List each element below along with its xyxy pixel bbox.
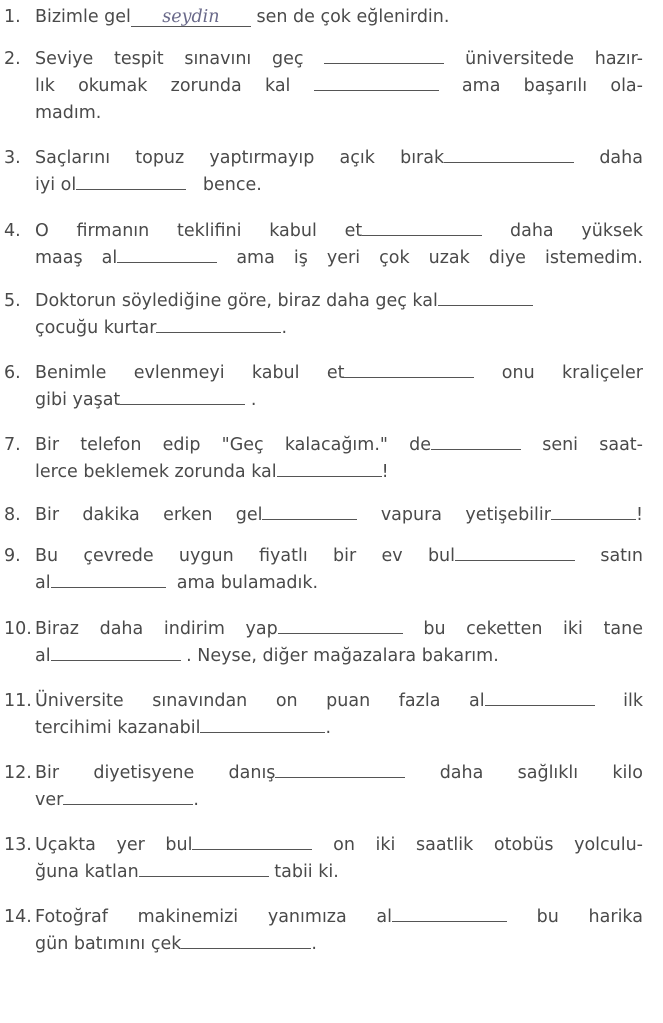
exercise-item-8 (4, 502, 643, 529)
answer-blank[interactable] (51, 643, 181, 661)
answer-blank[interactable] (324, 46, 444, 64)
item-number: 11. (4, 691, 32, 711)
answer-blank[interactable] (551, 502, 636, 520)
answer-blank[interactable] (63, 787, 193, 805)
sentence-text: Bu çevrede uygun fiyatlı bir ev bul (35, 546, 456, 566)
sentence-text: . (325, 718, 332, 738)
item-number: 7. (4, 435, 21, 455)
answer-blank[interactable] (51, 570, 166, 588)
sentence-text: ilk (623, 691, 643, 711)
sentence-text: seni saat- (542, 435, 643, 455)
sentence-text: Doktorun söylediğine göre, biraz daha geç kal (35, 291, 438, 311)
item-number: 14. (4, 907, 32, 927)
exercise-item-1 (4, 4, 643, 31)
sentence-text: daha (599, 148, 643, 168)
sentence-text: bu ceketten iki tane (423, 619, 643, 639)
sentence-text: satın (600, 546, 643, 566)
answer-blank[interactable] (277, 459, 382, 477)
answer-blank[interactable] (444, 145, 574, 163)
sentence-text: Bir dakika erken gel (35, 505, 263, 525)
exercise-item-4 (4, 218, 643, 272)
item-number: 9. (4, 546, 21, 566)
sentence-text: gün batımını çek (35, 934, 182, 954)
answer-blank[interactable] (344, 360, 474, 378)
item-number: 2. (4, 49, 21, 69)
item-number: 13. (4, 835, 32, 855)
sentence-text: al (35, 646, 51, 666)
exercise-item-9 (4, 543, 643, 597)
sentence-text: madım. (35, 103, 102, 123)
answer-blank[interactable] (76, 172, 186, 190)
sentence-text: ! (381, 462, 389, 482)
sentence-text: bence. (202, 175, 262, 195)
item-number: 1. (4, 7, 21, 27)
answer-blank[interactable] (455, 543, 575, 561)
exercise-item-13 (4, 832, 643, 886)
item-number: 10. (4, 619, 32, 639)
sentence-text: . (311, 934, 317, 954)
sentence-text: tabii ki. (274, 862, 339, 882)
sentence-text: O firmanın teklifini kabul et (35, 221, 363, 241)
sentence-text: lerce beklemek zorunda kal (35, 462, 277, 482)
sentence-text: on iki saatlik otobüs yolculu- (333, 835, 643, 855)
exercise-item-5 (4, 288, 643, 342)
exercise-item-10 (4, 616, 643, 670)
sentence-text: maaş al (35, 248, 118, 268)
exercise-item-3 (4, 145, 643, 199)
sentence-text: . Neyse, diğer mağazalara bakarım. (186, 646, 499, 666)
exercise-item-2 (4, 46, 643, 127)
sentence-text: sen de çok eğlenirdin. (250, 7, 450, 27)
exercise-item-12 (4, 760, 643, 814)
answer-blank[interactable] (192, 832, 312, 850)
sentence-text: gibi yaşat (35, 390, 121, 410)
sentence-text: al (35, 573, 51, 593)
sentence-text: ama başarılı ola- (461, 76, 643, 96)
answer-blank[interactable] (120, 387, 245, 405)
answer-blank[interactable] (485, 688, 595, 706)
answer-blank[interactable] (262, 502, 357, 520)
answer-blank[interactable] (200, 715, 325, 733)
item-number: 5. (4, 291, 21, 311)
answer-blank-filled[interactable]: seydin (131, 8, 251, 27)
sentence-text: Üniversite sınavından on puan fazla al (35, 691, 485, 711)
sentence-text: Benimle evlenmeyi kabul et (35, 363, 345, 383)
sentence-text: bu harika (536, 907, 643, 927)
answer-blank[interactable] (117, 245, 217, 263)
sentence-text: tercihimi kazanabil (35, 718, 201, 738)
sentence-text: Bizimle gel (35, 7, 131, 27)
item-number: 3. (4, 148, 21, 168)
sentence-text: ver (35, 790, 64, 810)
sentence-text: onu kraliçeler (501, 363, 643, 383)
sentence-text: Fotoğraf makinemizi yanımıza al (35, 907, 392, 927)
sentence-text: Saçlarını topuz yaptırmayıp açık bırak (35, 148, 445, 168)
exercise-item-7 (4, 432, 643, 486)
answer-blank[interactable] (362, 218, 482, 236)
sentence-text: ! (635, 505, 643, 525)
answer-blank[interactable] (438, 288, 533, 306)
sentence-text: lık okumak zorunda kal (35, 76, 291, 96)
sentence-text: iyi ol (35, 175, 77, 195)
item-number: 8. (4, 505, 21, 525)
item-number: 12. (4, 763, 32, 783)
sentence-text: ğuna katlan (35, 862, 139, 882)
sentence-text: Biraz daha indirim yap (35, 619, 278, 639)
answer-blank[interactable] (314, 73, 439, 91)
exercise-item-14 (4, 904, 643, 958)
sentence-text: Bir telefon edip "Geç kalacağım." de (35, 435, 432, 455)
answer-blank[interactable] (278, 616, 403, 634)
item-number: 4. (4, 221, 21, 241)
sentence-text: Bir diyetisyene danış (35, 763, 276, 783)
item-number: 6. (4, 363, 21, 383)
exercise-item-6 (4, 360, 643, 414)
answer-blank[interactable] (431, 432, 521, 450)
sentence-text: çocuğu kurtar (35, 318, 157, 338)
answer-blank[interactable] (156, 315, 281, 333)
sentence-text: Uçakta yer bul (35, 835, 193, 855)
sentence-text: vapura yetişebilir (380, 505, 551, 525)
exercise-item-11 (4, 688, 643, 742)
answer-blank[interactable] (139, 859, 269, 877)
sentence-text: üniversitede hazır- (465, 49, 643, 69)
sentence-text: . (281, 318, 288, 338)
sentence-text: ama iş yeri çok uzak diye istemedim. (236, 248, 643, 268)
answer-blank[interactable] (392, 904, 507, 922)
sentence-text: daha sağlıklı kilo (439, 763, 643, 783)
answer-blank[interactable] (275, 760, 405, 778)
sentence-text: . (193, 790, 199, 810)
sentence-text: . (250, 390, 257, 410)
sentence-text: daha yüksek (509, 221, 643, 241)
sentence-text: Seviye tespit sınavını geç (35, 49, 304, 69)
answer-blank[interactable] (181, 931, 311, 949)
sentence-text: ama bulamadık. (176, 573, 319, 593)
